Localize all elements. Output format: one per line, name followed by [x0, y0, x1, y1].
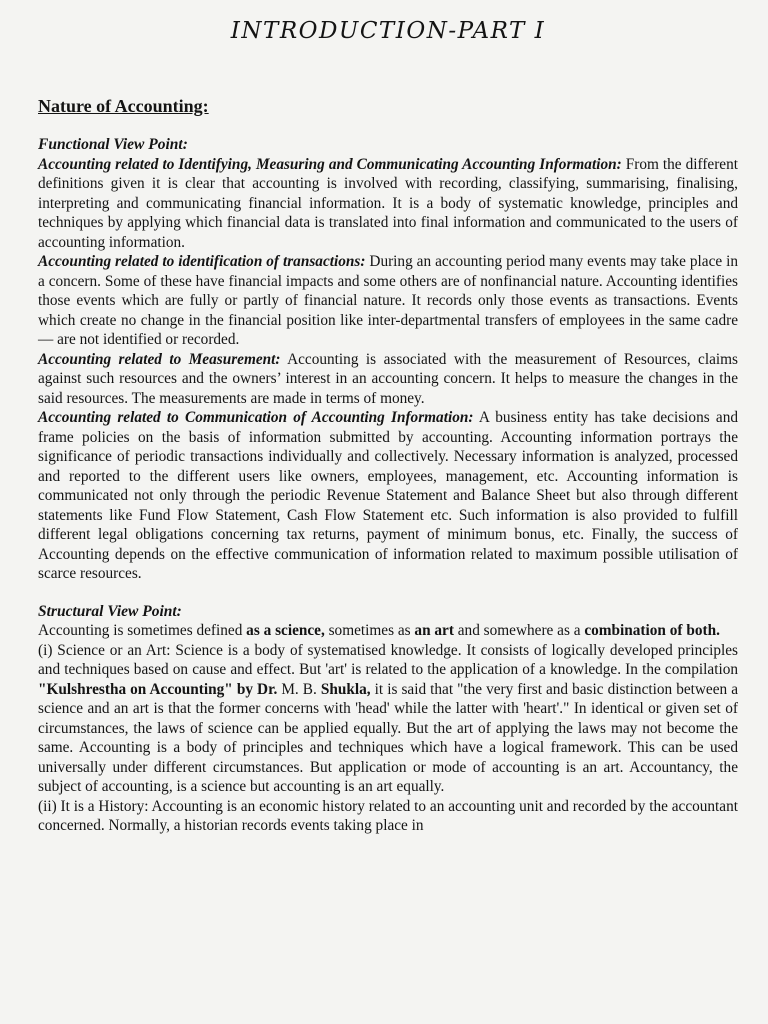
intro-text: and somewhere as a [453, 622, 585, 639]
document-page [38, 18, 738, 836]
intro-bold-science: as a science, [246, 622, 325, 639]
paragraph-lead: Accounting related to Identifying, Measuring and Communicating Accounting Information: [38, 155, 622, 173]
paragraph-measurement [38, 350, 738, 409]
science-text: it is said that "the very first and basic distinction between a science and an art is that the former concerns with 'head' while the latter with 'heart'." In identical or given set of circumstances, the laws of science can be applied equally. But the art of applying the laws may not become the same. Accounting is a body of principles and techniques which have a logical framework. This can be used universally under different circumstances. But application or mode of accounting is an art. Accountancy, the subject of accounting, is a science but accounting is an art equally. [38, 680, 738, 795]
paragraph-text: During an accounting period many events may take place in a concern. Some of these have financial impacts and some others are of nonfinancial nature. Accounting identifies those events which are fully or partly of financial nature. It records only those events as transactions. Events which create no change in the financial position like inter-departmental transfers of employees in the same cadre — are not identified or recorded. [38, 253, 738, 348]
intro-text: sometimes as [324, 622, 415, 639]
intro-bold-both: combination of both. [584, 622, 720, 639]
intro-text: Accounting is sometimes defined [38, 622, 247, 639]
paragraph-text: A business entity has take decisions and frame policies on the basis of information submitted by accounting. Accounting information portrays the significance of periodic transactions individually and collectively. Necessary information is analyzed, processed and reported to the different users like owners, employees, management, etc. Accounting information is communicated not only through the periodic Revenue Statement and Balance Sheet but also through different statements like Fund Flow Statement, Cash Flow Statement etc. Such information is also provided to fulfill different legal obligations concerning tax returns, payment of minimum bonus, etc. Finally, the success of Accounting depends on the effective communication of information related to maximum possible utilisation of scarce resources. [38, 409, 738, 582]
page-title: INTRODUCTION-PART I [230, 18, 546, 44]
paragraph-identification [38, 252, 738, 350]
paragraph-structural-intro [38, 621, 738, 641]
paragraph-history: (ii) It is a History: Accounting is an economic history related to an accounting unit and recorded by the accountant concerned. Normally, a historian records events taking place in [38, 797, 738, 834]
spacer [38, 584, 738, 602]
paragraph-text: From the different definitions given it is clear that accounting is involved with recording, classifying, summarising, finalising, interpreting and communicating financial information. It is a body of systematic knowledge, principles and techniques by applying which financial data is translated into final information and communicated to the users of accounting information. [38, 155, 738, 251]
science-text: M. B. [277, 680, 321, 698]
paragraph-lead: Accounting related to identification of transactions: [38, 253, 366, 270]
paragraph-communication [38, 408, 738, 584]
intro-bold-art: an art [414, 622, 454, 639]
science-text: (i) Science or an Art: Science is a body of systematised knowledge. It consists of logically developed principles and techniques based on cause and effect. But 'art' is related to the application of a knowledge. In the compilation [38, 641, 738, 678]
paragraph-lead: Accounting related to Measurement: [38, 350, 281, 368]
paragraph-text: Accounting is associated with the measurement of Resources, claims against such resources and the owners’ interest in an accounting concern. It helps to measure the changes in the said resources. The measurements are made in terms of money. [38, 350, 738, 407]
paragraph-identifying [38, 155, 738, 253]
paragraph-lead: Accounting related to Communication of Accounting Information: [38, 409, 474, 426]
functional-heading: Functional View Point: [38, 136, 188, 153]
science-bold-author: Shukla, [320, 680, 371, 698]
paragraph-science-or-art [38, 641, 738, 797]
science-bold-citation: "Kulshrestha on Accounting" by Dr. [38, 680, 278, 698]
structural-heading: Structural View Point: [38, 602, 182, 620]
section-heading: Nature of Accounting: [38, 96, 209, 116]
